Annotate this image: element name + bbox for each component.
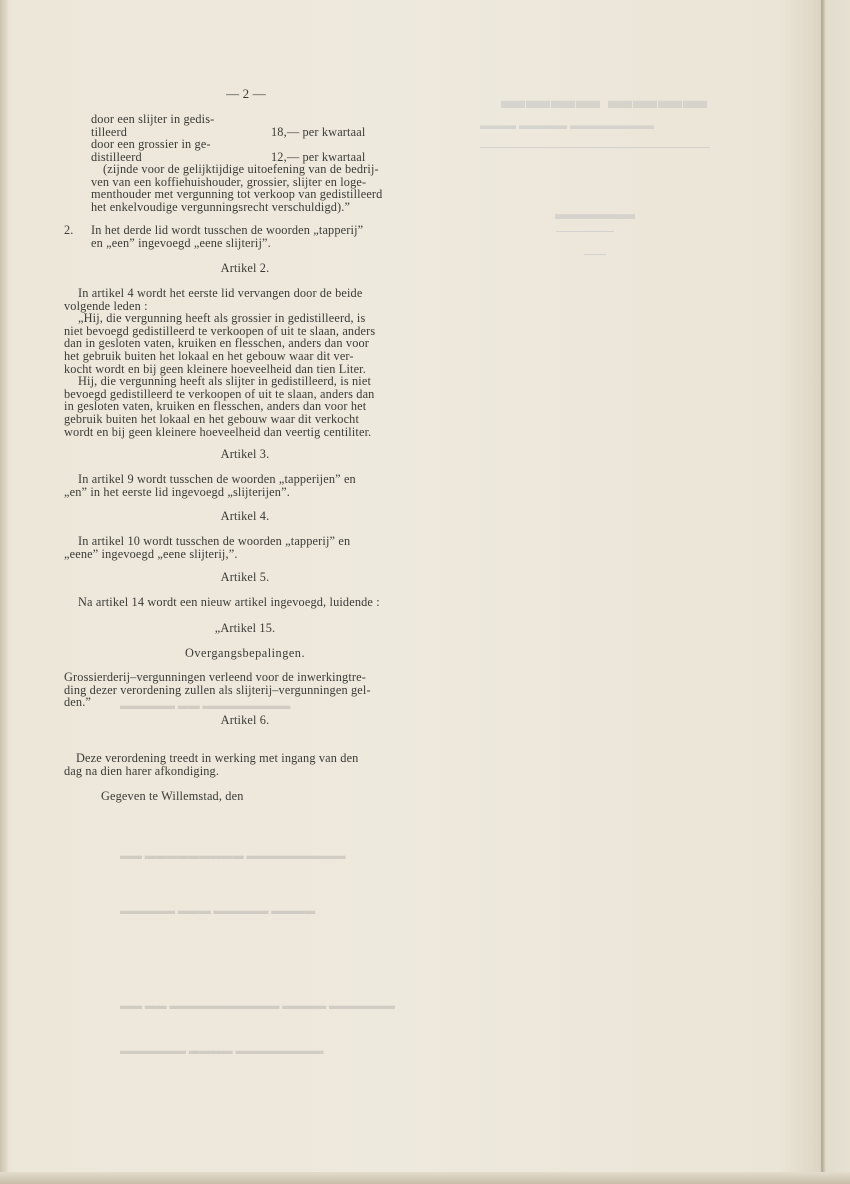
tariff-note-line: het enkelvoudige vergunningsrecht verschuldigd).” [91,199,351,214]
tariff-description: door een grossier in ge- [91,137,211,152]
article-2-para1-line: kocht wordt en bij geen kleinere hoeveelheid dan tien Liter. [64,361,366,376]
article-2-para2-line: bevoegd gedistilleerd te verkoopen of uit te slaan, anders dan [64,386,375,401]
tariff-note-line: (zijnde voor de gelijktijdige uitoefening van de bedrij- [103,162,379,176]
article-2-para2-line: gebruik buiten het lokaal en het gebouw waar dit verkocht [64,411,360,426]
item-2-line: en „een” ingevoegd „eene slijterij”. [91,235,271,250]
sub-article-heading: „Artikel 15. [214,621,276,635]
tariff-description: distilleerd [91,149,142,164]
bleed-through-rule [584,254,606,255]
closing-line: Gegeven te Willemstad, den [101,789,244,803]
article-4-line: „eene” ingevoegd „eene slijterij,”. [64,546,238,561]
bleed-through-rule [556,231,614,232]
article-4-line: In artikel 10 wordt tusschen de woorden „tapperij” en [78,534,351,548]
page-left-edge [0,0,8,1184]
article-2-para1-line: „Hij, die vergunning heeft als grossier in gedistilleerd, is [78,311,366,326]
tariff-amount: 12,— per kwartaal [271,149,366,164]
article-heading: Artikel 4. [220,509,270,523]
article-5-line: Na artikel 14 wordt een nieuw artikel ingevoegd, luidende : [78,595,380,609]
bleed-through-heading: ▬▬▬▬▬ [555,206,635,223]
bleed-through-line: ▬▬▬▬▬▬▬▬ ▬▬▬▬ ▬▬▬▬▬▬ [120,1045,324,1057]
item-2-line: In het derde lid wordt tusschen de woorden „tapperij” [91,223,364,237]
article-2-para2-line: wordt en bij geen kleinere hoeveelheid dan veertig centiliter. [64,424,372,439]
tariff-note-line: ven van een koffiehuishouder, grossier, slijter en loge- [91,174,367,189]
article-15-line: ding dezer verordening zullen als slijterij–vergunningen gel- [64,682,371,697]
bleed-through-line: ▬▬▬▬ ▬▬▬▬▬ ▬▬▬ ▬▬▬▬▬ [120,905,316,917]
article-2-intro-line: In artikel 4 wordt het eerste lid vervangen door de beide [78,286,363,300]
article-heading: Artikel 6. [220,713,270,727]
page-fold-shadow [821,0,823,1184]
article-15-line: Grossierderij–vergunningen verleend voor de inwerkingtre- [64,670,366,684]
tariff-note-line: menthouder met vergunning tot verkoop van gedistilleerd [91,187,383,202]
tariff-description: door een slijter in gedis- [91,112,215,126]
bleed-through-line: ▬▬▬▬▬▬▬▬ ▬▬ ▬▬▬▬▬ [120,700,291,712]
tariff-item [91,138,411,151]
bleed-through-line: ▬▬▬▬▬▬▬▬▬ ▬▬▬▬▬▬▬▬▬ ▬▬ [120,850,346,862]
item-2-text [91,224,421,249]
bleed-through-rule [480,147,710,148]
tariff-item [91,113,411,126]
page-number: — 2 — [226,86,266,101]
article-2-intro-line: volgende leden : [64,298,148,313]
sub-article-title: Overgangsbepalingen. [184,646,306,660]
article-3-body [64,473,422,498]
tariff-list [91,113,411,163]
bleed-through-title: ▬▬▬▬ ▬▬▬▬ [500,88,707,114]
article-heading: Artikel 3. [220,447,270,461]
article-6-line: Deze verordening treedt in werking met ingang van den [76,751,359,765]
tariff-note [91,163,421,213]
bleed-through-subtitle: ▬▬▬▬▬▬▬ ▬▬▬▬ ▬▬▬ [480,118,654,132]
tariff-amount: 18,— per kwartaal [271,124,366,139]
article-4-body [64,535,422,560]
article-2-para2-line: Hij, die vergunning heeft als slijter in gedistilleerd, is niet [78,374,372,389]
article-5-intro [64,596,434,609]
bleed-through-line: ▬▬▬▬▬▬ ▬▬▬▬ ▬▬▬▬▬▬▬▬▬▬ ▬▬ ▬▬ [120,1000,395,1012]
article-2-para1-line: dan in gesloten vaten, kruiken en flesschen, anders dan voor [64,336,370,351]
article-2-para2-line: in gesloten vaten, kruiken en flesschen, anders dan voor het [64,399,367,414]
article-2-para1-line: het gebruik buiten het lokaal en het gebouw waar dit ver- [64,348,354,363]
page-bottom-edge [0,1172,850,1184]
article-3-line: In artikel 9 wordt tusschen de woorden „tapperijen” en [78,472,356,486]
article-6-body [64,752,422,777]
item-number: 2. [64,223,74,237]
article-3-line: „en” in het eerste lid ingevoegd „slijterijen”. [64,484,290,499]
article-heading: Artikel 2. [220,261,270,275]
article-heading: Artikel 5. [220,570,270,584]
article-2-body [64,287,422,438]
article-6-line: dag na dien harer afkondiging. [64,763,220,778]
tariff-description: tilleerd [91,124,128,139]
article-15-line: den.” [64,695,92,710]
article-2-para1-line: niet bevoegd gedistilleerd te verkoopen of uit te slaan, anders [64,323,376,338]
